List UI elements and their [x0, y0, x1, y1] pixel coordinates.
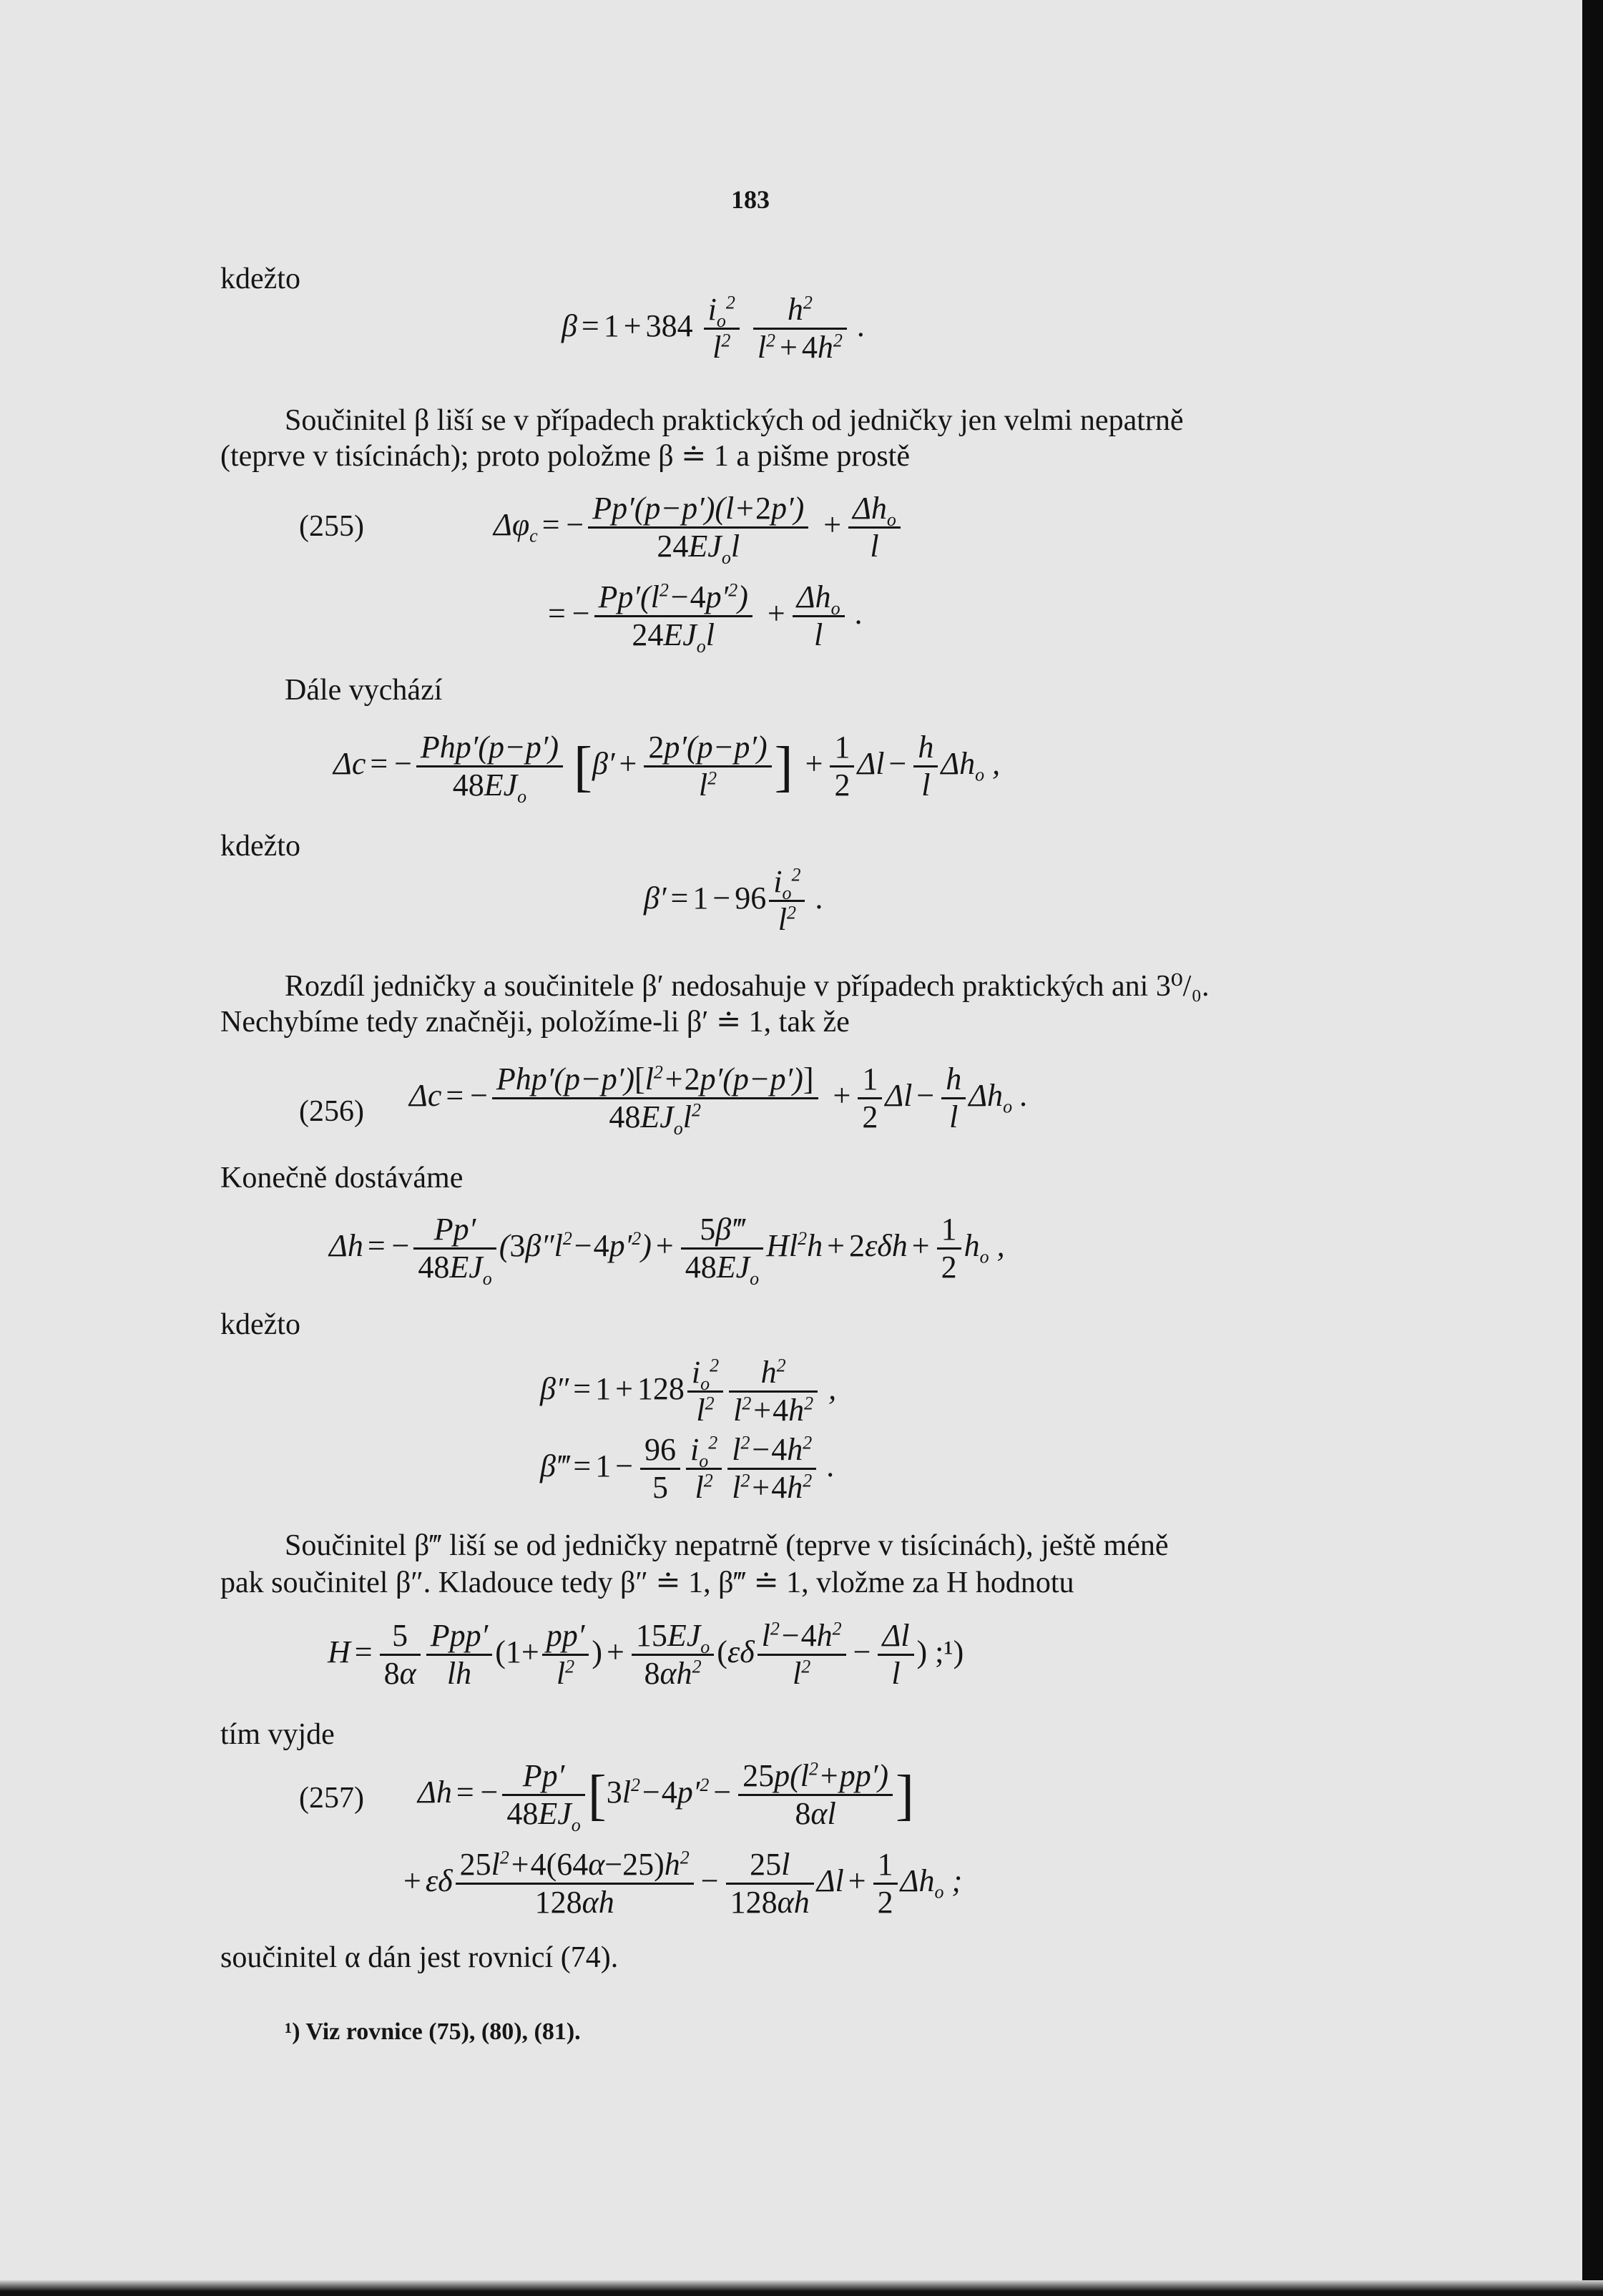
paragraph-kdezto-1: kdežto: [220, 263, 300, 295]
paragraph-konecne: Konečně dostáváme: [220, 1162, 464, 1194]
equation-257-line-1: Δh = − $\frac{Pp'}{48EJ_o}$ [$3l^2-4p'^2$ − $\frac{25p(l^2+pp')}{8\alpha l}$ ]: [418, 1758, 914, 1835]
equation-255-line-2: = − $\frac{Pp'(l^2-4p'^2)}{24EJ_ol}$ + $\frac{\Delta h_o}{l}$ .: [548, 579, 863, 657]
paragraph-2: Rozdíl jedničky a součinitele β′ nedosahuje v případech praktických ani 3⁰/₀.: [285, 970, 1210, 1003]
paragraph-3b: pak součinitel β″. Kladouce tedy β″ ≐ 1, β‴ ≐ 1, vložme za H hodnotu: [220, 1566, 1074, 1599]
equation-beta-triple-prime: β‴ = 1 − $\frac{96}{5}$ $\frac{i_o^2}{l^2}$ $\frac{l^2-4h^2}{l^2+4h^2}$ .: [540, 1432, 835, 1506]
paragraph-1b: (teprve v tisícinách); proto položme β ≐ 1 a pišme prostě: [220, 440, 910, 473]
equation-number-257: (257): [299, 1782, 364, 1815]
equation-beta-prime: β′ = 1 − 96 $\frac{i_o^2}{l^2}$ .: [644, 864, 824, 938]
scan-edge-bottom: [0, 2280, 1603, 2296]
equation-beta: β = 1 + 384 $\frac{i_o^2}{l^2}$ $\frac{h^2}{l^2 + 4h^2}$ .: [562, 292, 866, 366]
paragraph-alpha: součinitel α dán jest rovnicí (74).: [220, 1941, 619, 1974]
equation-beta-double-prime: β″ = 1 + 128 $\frac{i_o^2}{l^2}$ $\frac{h^2}{l^2+4h^2}$ ,: [540, 1355, 837, 1428]
paragraph-2b: Nechybíme tedy značněji, položíme-li β′ ≐ 1, tak že: [220, 1006, 850, 1039]
equation-delta-c: Δc = − $\frac{\text{Php′(p−p′)}}{48EJ_o}$ [β′ + $\frac{2p'(p-p')}{l^2}$ ] + $\frac{1}{2}$ Δl − $\frac{h}{l}$ $\Delta h_o$ ,: [333, 730, 1001, 807]
page-number: 183: [731, 185, 770, 214]
equation-delta-h: Δh = − $\frac{Pp'}{48EJ_o}$ $(3\beta''l^2-4p'^2)$ + $\frac{5\beta‴}{48EJ_o}$ $Hl^2h + 2\varepsilon\delta h$ + $\frac{1}{2}$ $h_o$ ,: [329, 1212, 1005, 1289]
paragraph-kdezto-3: kdežto: [220, 1308, 300, 1341]
paragraph-dale: Dále vychází: [285, 674, 443, 707]
scan-edge-right: [1582, 0, 1603, 2296]
equation-H: H = $\frac{5}{8\alpha}$ $\frac{\text{Ppp′}}{lh}$ (1+ $\frac{pp'}{l^2}$ ) + $\frac{15EJ_o}{8\alpha h^2}$ (εδ $\frac{l^2-4h^2}{l^2}$ − $\frac{\Delta l}{l}$ ) ;¹): [328, 1618, 964, 1692]
equation-256: Δc = − $\frac{Php'(p-p')[l^2+2p'(p-p')]}{48EJ_ol^2}$ + $\frac{1}{2}$ Δl − $\frac{h}{l}$ $\Delta h_o$ .: [409, 1061, 1029, 1139]
equation-number-255: (255): [299, 510, 364, 543]
equation-number-256: (256): [299, 1095, 364, 1128]
paragraph-3: Součinitel β‴ liší se od jedničky nepatrně (teprve v tisícinách), ještě méně: [285, 1529, 1169, 1562]
paragraph-tim: tím vyjde: [220, 1718, 335, 1751]
paragraph-1: Součinitel β liší se v případech praktických od jedničky jen velmi nepatrně: [285, 404, 1184, 437]
equation-257-line-2: + εδ $\frac{25l^2+4(64\alpha-25)h^2}{128\alpha h}$ − $\frac{25l}{128\alpha h}$ Δl + $\frac{1}{2}$ $\Delta h_o$ ;: [403, 1847, 963, 1920]
paragraph-kdezto-2: kdežto: [220, 830, 300, 863]
equation-255-line-1: $\Delta\varphi_c$ = − $\frac{Pp'(p-p')(l+2p')}{24EJ_ol}$ + $\frac{\Delta h_o}{l}$: [494, 492, 903, 563]
footnote: ¹) Viz rovnice (75), (80), (81).: [285, 2018, 581, 2045]
